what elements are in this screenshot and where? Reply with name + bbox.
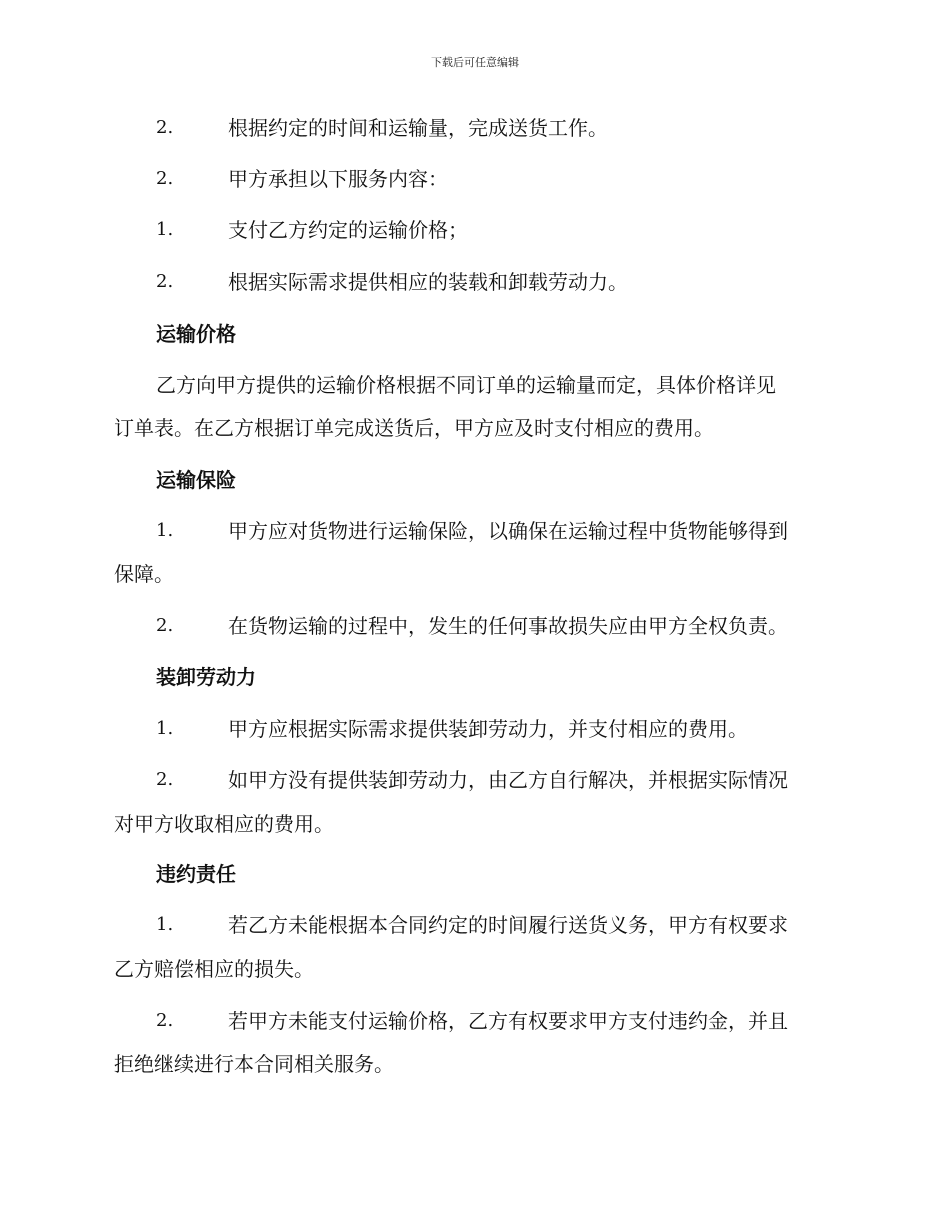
list-item-text: 根据约定的时间和运输量，完成送货工作。 [228, 116, 608, 140]
list-item-text: 在货物运输的过程中，发生的任何事故损失应由甲方全权负责。 [228, 614, 788, 638]
list-number: 1. [156, 914, 174, 935]
paragraph-line: 乙方赔偿相应的损失。 [114, 957, 314, 981]
section-heading-price: 运输价格 [156, 322, 236, 346]
list-item-text: 甲方应对货物进行运输保险，以确保在运输过程中货物能够得到 [228, 519, 788, 543]
list-item-text: 甲方应根据实际需求提供装卸劳动力，并支付相应的费用。 [228, 717, 748, 741]
list-item-text: 若乙方未能根据本合同约定的时间履行送货义务，甲方有权要求 [228, 913, 788, 937]
list-item-text: 如甲方没有提供装卸劳动力，由乙方自行解决，并根据实际情况 [228, 768, 788, 792]
list-number: 2. [156, 271, 174, 292]
paragraph-line: 拒绝继续进行本合同相关服务。 [114, 1052, 394, 1076]
list-number: 2. [156, 615, 174, 636]
section-heading-breach: 违约责任 [156, 862, 236, 886]
list-item-text: 若甲方未能支付运输价格，乙方有权要求甲方支付违约金，并且 [228, 1009, 788, 1033]
list-number: 2. [156, 1010, 174, 1031]
paragraph-line: 订单表。在乙方根据订单完成送货后，甲方应及时支付相应的费用。 [114, 416, 714, 440]
list-number: 1. [156, 718, 174, 739]
list-number: 2. [156, 168, 174, 189]
list-item-text: 支付乙方约定的运输价格； [228, 218, 468, 242]
section-heading-labor: 装卸劳动力 [156, 665, 256, 689]
paragraph-line: 保障。 [114, 562, 174, 586]
page-header: 下载后可任意编辑 [431, 56, 519, 69]
list-number: 1. [156, 219, 174, 240]
section-heading-insurance: 运输保险 [156, 468, 236, 492]
list-item-text: 甲方承担以下服务内容： [228, 167, 448, 191]
paragraph-line: 乙方向甲方提供的运输价格根据不同订单的运输量而定，具体价格详见 [156, 373, 776, 397]
list-item-text: 根据实际需求提供相应的装载和卸载劳动力。 [228, 270, 628, 294]
list-number: 2. [156, 117, 174, 138]
list-number: 1. [156, 520, 174, 541]
paragraph-line: 对甲方收取相应的费用。 [114, 812, 334, 836]
list-number: 2. [156, 769, 174, 790]
